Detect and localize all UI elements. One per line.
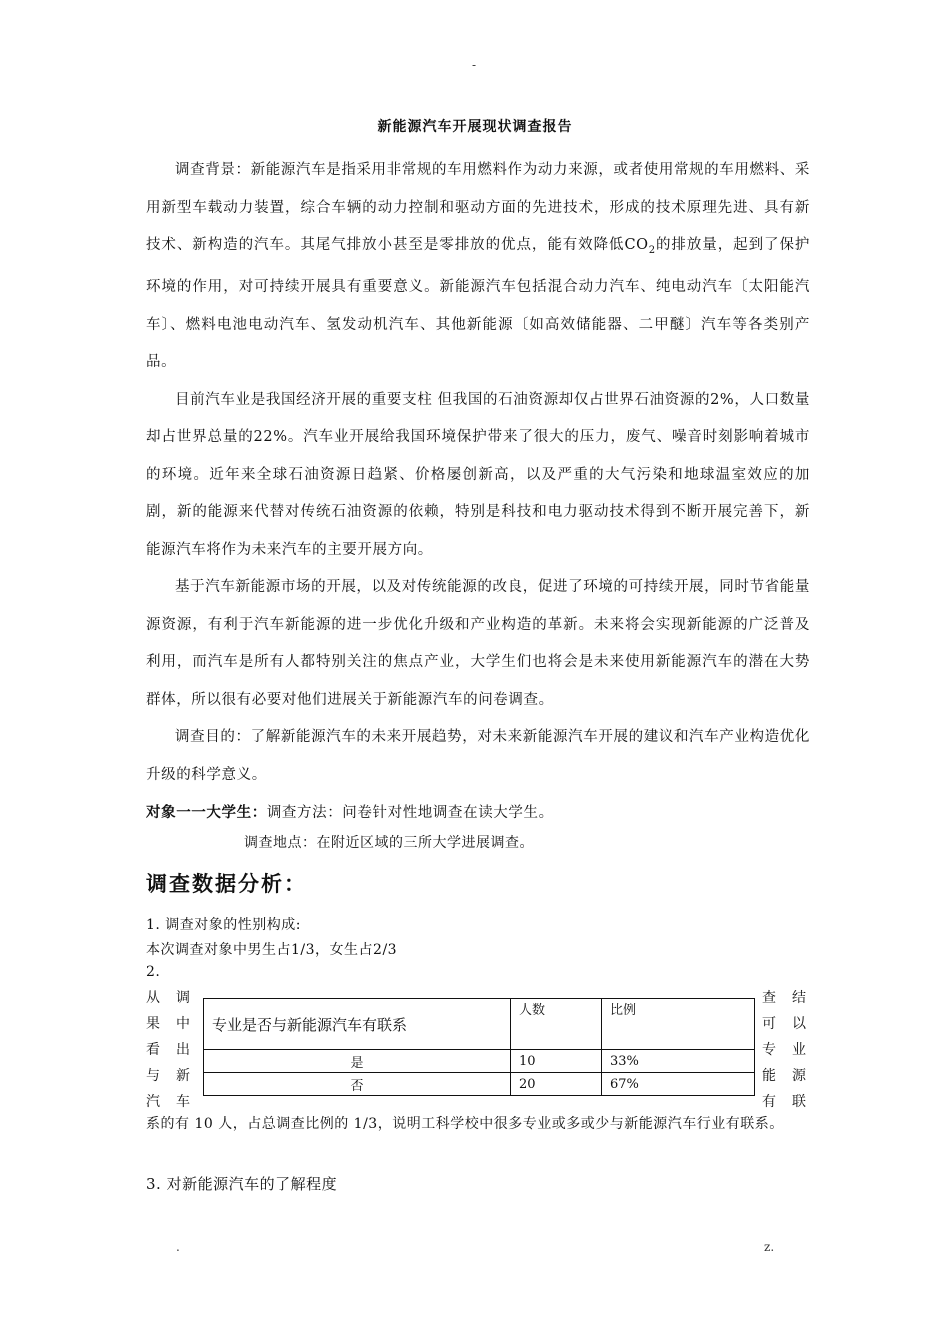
co2-subscript: 2	[648, 244, 656, 256]
left-wrapped-text: 从 调 果 中 看 出 与 新 汽 车	[146, 990, 190, 1110]
background-paragraph: 调查背景：新能源汽车是指采用非常规的车用燃料作为动力来源，或者使用常规的车用燃料、采用新型车载动力装置，综合车辆的动力控制和驱动方面的先进技术，形成的技术原理先进、具有新技术、新构造的汽车。其尾气排放小甚至是零排放的优点，能有效降低$CO_2$的排放量，起到了保护环境的作用，对可持续开展具有重要意义。新能源汽车包括混合动力汽车、纯电动汽车〔太阳能汽车〕、燃料电池电动汽车、氢发动机汽车、其他新能源〔如高效储能器、二甲醚〕汽车等各类别产品。	[146, 162, 811, 371]
header-question: 专业是否与新能源汽车有联系	[204, 999, 511, 1050]
header-mark: -	[472, 58, 477, 72]
table-row	[204, 1050, 755, 1073]
background-section	[146, 152, 810, 833]
analysis-heading: 调查数据分析：	[146, 871, 307, 896]
report-title: 新能源汽车开展现状调查报告	[377, 119, 573, 135]
table-cell: 33%	[602, 1050, 755, 1073]
table-cell: 10	[511, 1050, 602, 1073]
table-cell: 67%	[602, 1073, 755, 1096]
header-count: 人数	[511, 999, 602, 1050]
purpose-paragraph: 调查目的：了解新能源汽车的未来开展趋势，对未来新能源汽车开展的建议和汽车产业构造优化升级的科学意义。	[146, 729, 810, 783]
economy-paragraph: 目前汽车业是我国经济开展的重要支柱 但我国的石油资源却仅占世界石油资源的2%，人口数量却占世界总量的22%。汽车业开展给我国环境保护带来了很大的压力，废气、噪音时刻影响着城市的环境。近年来全球石油资源日趋紧、价格屡创新高，以及严重的大气污染和地球温室效应的加剧，新的能源来代替对传统石油资源的依赖，特别是科技和电力驱动技术得到不断开展完善下，新能源汽车将作为未来汽车的主要开展方向。	[146, 391, 810, 558]
market-paragraph: 基于汽车新能源市场的开展，以及对传统能源的改良，促进了环境的可持续开展，同时节省能量源资源，有利于汽车新能源的进一步优化升级和产业构造的革新。未来将会实现新能源的广泛普及利用，而汽车是所有人都特别关注的焦点产业，大学生们也将会是未来使用新能源汽车的潜在大势群体，所以很有必要对他们进展关于新能源汽车的问卷调查。	[146, 579, 810, 708]
major-relation-table	[203, 998, 755, 1096]
table-cell: 否	[204, 1073, 511, 1096]
table-row	[204, 1073, 755, 1096]
object-line	[146, 794, 810, 833]
section-1-text: 本次调查对象中男生占1/3，女生占2/3	[146, 942, 398, 958]
header-ratio: 比例	[602, 999, 755, 1050]
footer-right-mark: z.	[764, 1240, 775, 1254]
section-2-number: 2.	[146, 964, 161, 980]
section-2-text: 系的有 10 人，占总调查比例的 1/3，说明工科学校中很多专业或多或少与新能源汽车行业有联系。	[146, 1116, 784, 1132]
object-label: 对象一一大学生：	[146, 804, 267, 822]
table-cell: 20	[511, 1073, 602, 1096]
table-header-row	[204, 999, 755, 1050]
method-text: 调查方法：问卷针对性地调查在读大学生。	[266, 805, 554, 822]
section-1-title: 1. 调查对象的性别构成:	[146, 917, 302, 933]
right-wrapped-text: 查 结 可 以 专 业 能 源 有 联	[762, 990, 806, 1110]
table-cell: 是	[204, 1050, 511, 1073]
section-3-title: 3. 对新能源汽车的了解程度	[146, 1175, 338, 1193]
footer-left-mark: .	[176, 1240, 180, 1254]
place-line: 调查地点：在附近区域的三所大学进展调查。	[244, 835, 534, 851]
